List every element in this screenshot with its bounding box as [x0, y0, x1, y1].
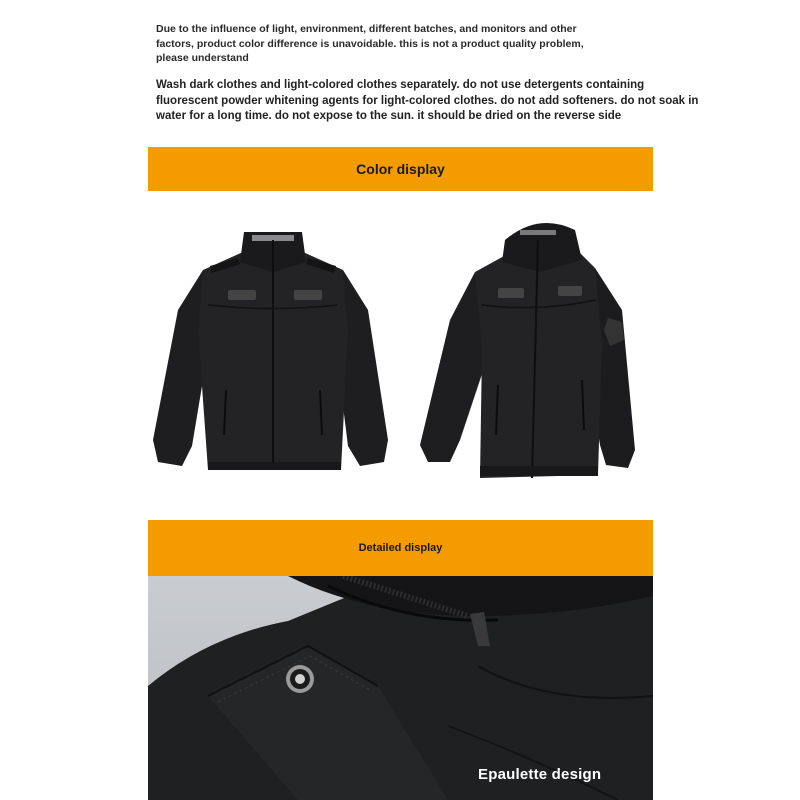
washing-instructions: Wash dark clothes and light-colored clothes separately. do not use detergents containing fluorescent powder whitening agents for light-colored clothes. do not add softeners. do not soak in water for a long time. do not expose to the sun. it should be dried on the reverse side — [156, 79, 699, 122]
detailed-display-title: Detailed display — [358, 542, 443, 554]
jacket-front-image — [148, 200, 398, 500]
epaulette-design-caption: Epaulette design — [478, 766, 602, 783]
color-display-banner — [148, 147, 653, 191]
color-difference-notice: Due to the influence of light, environment, different batches, and monitors and other factors, product color difference is unavoidable. this is not a product quality problem, please understand — [156, 23, 584, 64]
jacket-hooded-image — [410, 200, 660, 500]
jacket-photos — [148, 200, 653, 500]
detailed-display-banner — [148, 520, 653, 576]
epaulette-detail-photo — [148, 576, 653, 800]
color-display-title: Color display — [356, 161, 445, 177]
